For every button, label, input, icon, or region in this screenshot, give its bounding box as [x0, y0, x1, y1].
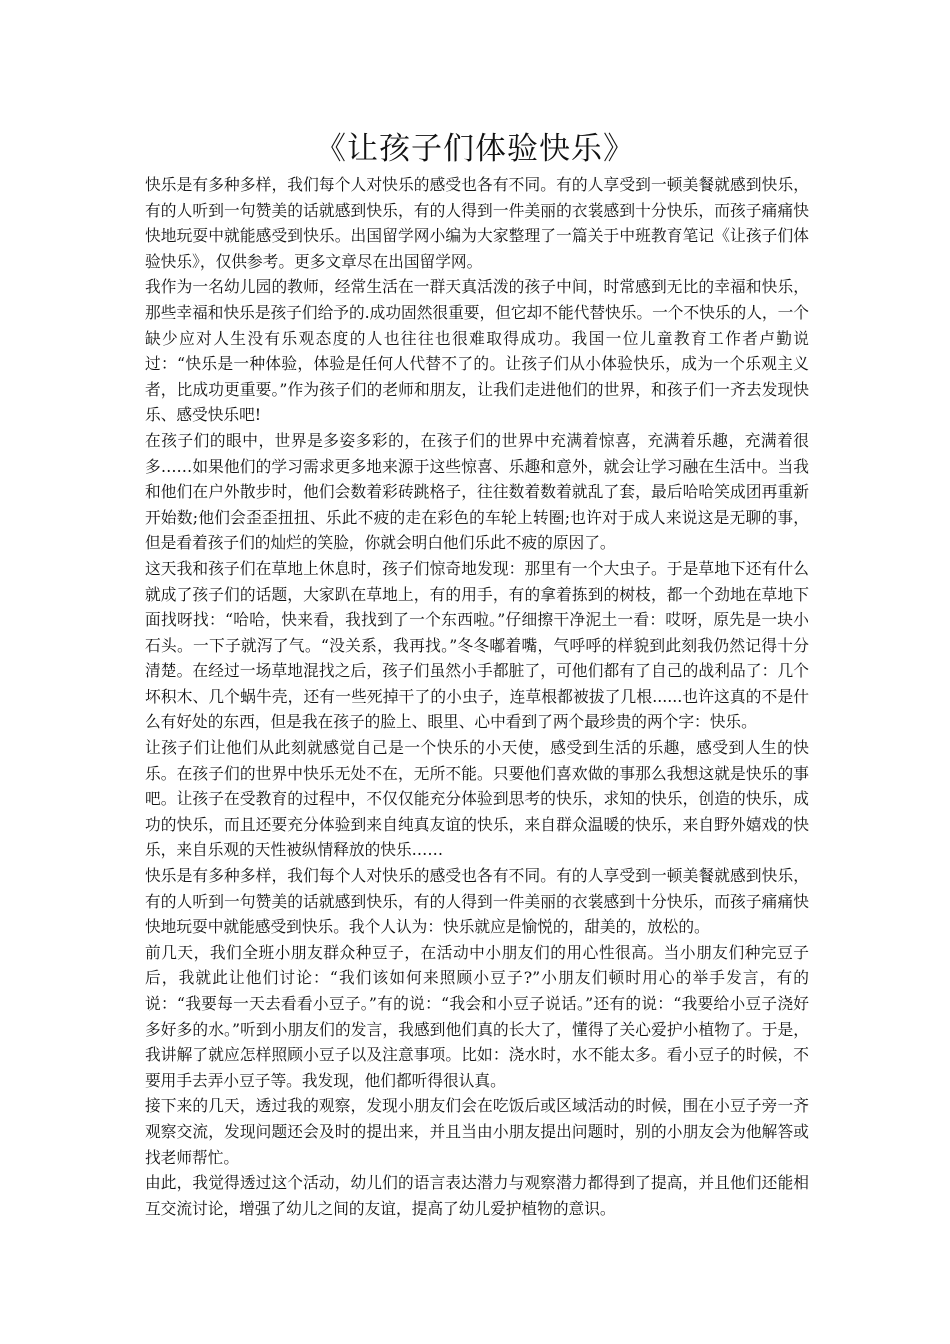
paragraph-3: 在孩子们的眼中，世界是多姿多彩的，在孩子们的世界中充满着惊喜，充满着乐趣，充满着很多……如果他们的学习需求更多地来源于这些惊喜、乐趣和意外，就会让学习融在生活中。当我和他们在户外散步时，他们会数着彩砖跳格子，往往数着数着就乱了套，最后哈哈笑成团再重新开始数;他们会歪歪扭扭、乐此不疲的走在彩色的车轮上转圈;也许对于成人来说这是无聊的事，但是看着孩子们的灿烂的笑脸，你就会明白他们乐此不疲的原因了。	[145, 430, 809, 553]
paragraph-5: 让孩子们让他们从此刻就感觉自己是一个快乐的小天使，感受到生活的乐趣，感受到人生的快乐。在孩子们的世界中快乐无处不在，无所不能。只要他们喜欢做的事那么我想这就是快乐的事吧。让孩子在受教育的过程中，不仅仅能充分体验到思考的快乐，求知的快乐，创造的快乐，成功的快乐，而且还要充分体验到来自纯真友谊的快乐，来自群众温暖的快乐，来自野外嬉戏的快乐，来自乐观的天性被纵情释放的快乐……	[145, 738, 809, 860]
document-title: 《让孩子们体验快乐》	[315, 131, 635, 167]
document-body	[145, 172, 809, 1221]
paragraph-6: 快乐是有多种多样，我们每个人对快乐的感受也各有不同。有的人享受到一顿美餐就感到快乐，有的人听到一句赞美的话就感到快乐，有的人得到一件美丽的衣裳感到十分快乐，而孩子痛痛快快地玩耍中就能感受到快乐。我个人认为：快乐就应是愉悦的，甜美的，放松的。	[145, 866, 809, 937]
paragraph-7: 前几天，我们全班小朋友群众种豆子，在活动中小朋友们的用心性很高。当小朋友们种完豆子后，我就此让他们讨论：“我们该如何来照顾小豆子?”小朋友们顿时用心的举手发言，有的说：“我要每一天去看看小豆子。”有的说：“我会和小豆子说话。”还有的说：“我要给小豆子浇好多好多的水。”听到小朋友们的发言，我感到他们真的长大了，懂得了关心爱护小植物了。于是，我讲解了就应怎样照顾小豆子以及注意事项。比如：浇水时，水不能太多。看小豆子的时候，不要用手去弄小豆子等。我发现，他们都听得很认真。	[145, 942, 809, 1090]
paragraph-9: 由此，我觉得透过这个活动，幼儿们的语言表达潜力与观察潜力都得到了提高，并且他们还能相互交流讨论，增强了幼儿之间的友谊，提高了幼儿爱护植物的意识。	[145, 1173, 809, 1218]
paragraph-2: 我作为一名幼儿园的教师，经常生活在一群天真活泼的孩子中间，时常感到无比的幸福和快乐，那些幸福和快乐是孩子们给予的.成功固然很重要，但它却不能代替快乐。一个不快乐的人，一个缺少应对人生没有乐观态度的人也往往也很难取得成功。我国一位儿童教育工作者卢勤说过：“快乐是一种体验，体验是任何人代替不了的。让孩子们从小体验快乐，成为一个乐观主义者，比成功更重要。”作为孩子们的老师和朋友，让我们走进他们的世界，和孩子们一齐去发现快乐、感受快乐吧!	[145, 277, 809, 425]
paragraph-1: 快乐是有多种多样，我们每个人对快乐的感受也各有不同。有的人享受到一顿美餐就感到快乐，有的人听到一句赞美的话就感到快乐，有的人得到一件美丽的衣裳感到十分快乐，而孩子痛痛快快地玩耍中就能感受到快乐。出国留学网小编为大家整理了一篇关于中班教育笔记《让孩子们体验快乐》，仅供参考。更多文章尽在出国留学网。	[145, 175, 809, 271]
paragraph-4: 这天我和孩子们在草地上休息时，孩子们惊奇地发现：那里有一个大虫子。于是草地下还有什么就成了孩子们的话题，大家趴在草地上，有的用手，有的拿着拣到的树枝，都一个劲地在草地下面找呀找：“哈哈，快来看，我找到了一个东西啦。”仔细擦干净泥土一看：哎呀，原先是一块小石头。一下子就泻了气。“没关系，我再找。”冬冬嘟着嘴，气呼呼的样貌到此刻我仍然记得十分清楚。在经过一场草地混找之后，孩子们虽然小手都脏了，可他们都有了自己的战利品了：几个坏积木、几个蜗牛壳，还有一些死掉干了的小虫子，连草根都被拔了几根......也许这真的不是什么有好处的东西，但是我在孩子的脸上、眼里、心中看到了两个最珍贵的两个字：快乐。	[145, 558, 809, 732]
paragraph-8: 接下来的几天，透过我的观察，发现小朋友们会在吃饭后或区域活动的时候，围在小豆子旁一齐观察交流，发现问题还会及时的提出来，并且当由小朋友提出问题时，别的小朋友会为他解答或找老师帮忙。	[145, 1096, 809, 1167]
